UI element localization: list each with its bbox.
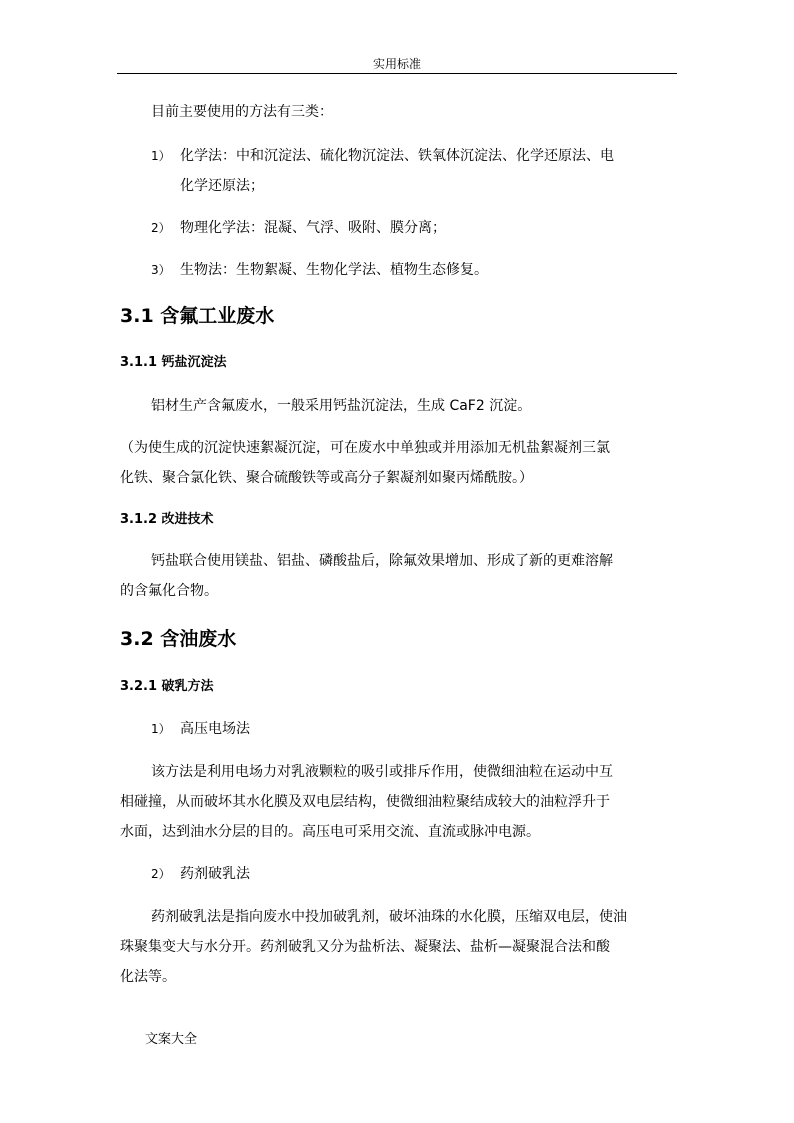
section-3-1-1-note-line2: 化铁、聚合氯化铁、聚合硫酸铁等或高分子絮凝剂如聚丙烯酰胺。） [120, 470, 533, 486]
intro-paragraph: 目前主要使用的方法有三类： [151, 104, 333, 120]
header-rule [117, 73, 677, 74]
section-3-1-2-line1: 钙盐联合使用镁盐、铝盐、磷酸盐后，除氟效果增加、形成了新的更难溶解 [151, 553, 613, 569]
method-2-number: 2） [151, 221, 171, 235]
section-3-1-1-note-line1: （为使生成的沉淀快速絮凝沉淀，可在废水中单独或并用添加无机盐絮凝剂三氯 [120, 440, 610, 456]
method-item-1-label: 高压电场法 [180, 721, 250, 737]
method-1-line2: 化学还原法； [180, 178, 264, 194]
section-3-2-1-heading: 3.2.1 破乳方法 [120, 679, 214, 694]
method-3-number: 3） [151, 263, 171, 277]
item1-paragraph-line3: 水面，达到油水分层的目的。高压电可采用交流、直流或脉冲电源。 [120, 824, 540, 840]
method-item-2-label: 药剂破乳法 [180, 866, 250, 882]
section-3-1-2-heading: 3.1.2 改进技术 [120, 512, 214, 527]
section-3-1-1-heading: 3.1.1 钙盐沉淀法 [120, 355, 227, 370]
section-3-1-2-line2: 的含氟化合物。 [120, 583, 218, 599]
item2-paragraph-line3: 化法等。 [120, 969, 176, 985]
method-item-1-number: 1） [151, 722, 171, 736]
item1-paragraph-line2: 相碰撞，从而破坏其水化膜及双电层结构，使微细油粒聚结成较大的油粒浮升于 [120, 794, 610, 810]
section-3-1-heading: 3.1 含氟工业废水 [120, 305, 275, 327]
item2-paragraph-line1: 药剂破乳法是指向废水中投加破乳剂，破坏油珠的水化膜，压缩双电层，使油 [151, 909, 627, 925]
method-1-line1: 化学法：中和沉淀法、硫化物沉淀法、铁氧体沉淀法、化学还原法、电 [180, 148, 614, 164]
section-3-2-heading: 3.2 含油废水 [120, 628, 237, 650]
header-title: 实用标准 [372, 57, 421, 71]
item2-paragraph-line2: 珠聚集变大与水分开。药剂破乳又分为盐析法、凝聚法、盐析—凝聚混合法和酸 [120, 939, 610, 955]
method-2-line1: 物理化学法：混凝、气浮、吸附、膜分离； [180, 220, 446, 236]
method-item-2-number: 2） [151, 867, 171, 881]
page-footer: 文案大全 [145, 1032, 198, 1047]
method-1-number: 1） [151, 149, 171, 163]
section-3-1-1-paragraph: 铝材生产含氟废水，一般采用钙盐沉淀法，生成 CaF2 沉淀。 [151, 398, 532, 414]
method-3-line1: 生物法：生物絮凝、生物化学法、植物生态修复。 [180, 262, 488, 278]
item1-paragraph-line1: 该方法是利用电场力对乳液颗粒的吸引或排斥作用，使微细油粒在运动中互 [151, 764, 613, 780]
